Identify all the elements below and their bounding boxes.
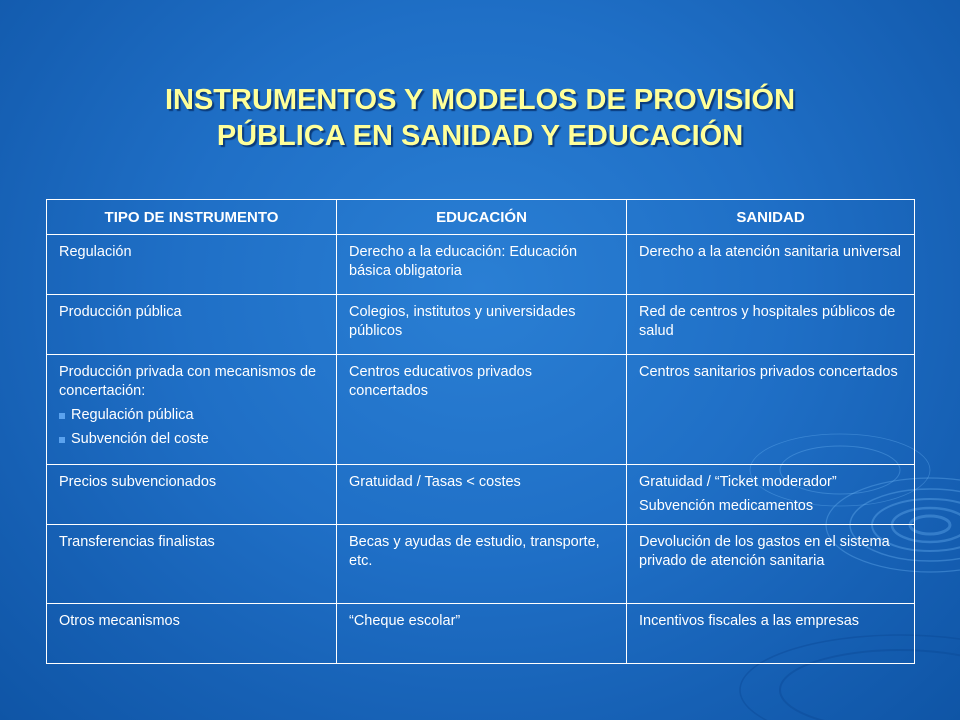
cell-sanidad	[627, 465, 915, 525]
table-header-row	[47, 200, 915, 235]
cell-educacion: “Cheque escolar”	[337, 604, 627, 664]
cell-educacion: Derecho a la educación: Educación básica obligatoria	[337, 235, 627, 295]
cell-tipo-text: Producción privada con mecanismos de concertación:	[59, 364, 317, 399]
square-bullet-icon	[59, 413, 65, 419]
table-row	[47, 295, 915, 355]
cell-tipo: Transferencias finalistas	[47, 525, 337, 604]
cell-sanidad: Devolución de los gastos en el sistema privado de atención sanitaria	[627, 525, 915, 604]
cell-sanidad-line-1: Gratuidad / “Ticket moderador”	[639, 474, 837, 490]
table-row	[47, 235, 915, 295]
provision-instruments-table	[46, 199, 915, 664]
cell-sanidad: Red de centros y hospitales públicos de salud	[627, 295, 915, 355]
cell-tipo	[47, 355, 337, 465]
cell-tipo: Precios subvencionados	[47, 465, 337, 525]
cell-sanidad: Centros sanitarios privados concertados	[627, 355, 915, 465]
cell-educacion: Centros educativos privados concertados	[337, 355, 627, 465]
cell-tipo: Regulación	[47, 235, 337, 295]
list-item	[59, 430, 324, 449]
list-item-text: Subvención del coste	[71, 431, 209, 447]
list-item-text: Regulación pública	[71, 407, 194, 423]
table-row	[47, 604, 915, 664]
table-row	[47, 355, 915, 465]
cell-educacion: Colegios, institutos y universidades públicos	[337, 295, 627, 355]
cell-sanidad: Incentivos fiscales a las empresas	[627, 604, 915, 664]
header-sanidad: SANIDAD	[627, 200, 915, 235]
cell-educacion: Gratuidad / Tasas < costes	[337, 465, 627, 525]
cell-sanidad-line-2: Subvención medicamentos	[639, 498, 814, 514]
header-educacion: EDUCACIÓN	[337, 200, 627, 235]
table-row	[47, 465, 915, 525]
list-item	[59, 406, 324, 425]
slide-title	[60, 82, 900, 154]
cell-tipo: Otros mecanismos	[47, 604, 337, 664]
cell-tipo: Producción pública	[47, 295, 337, 355]
table-row	[47, 525, 915, 604]
slide-title-line-2: PÚBLICA EN SANIDAD Y EDUCACIÓN	[216, 120, 744, 152]
square-bullet-icon	[59, 437, 65, 443]
header-tipo-instrumento: TIPO DE INSTRUMENTO	[47, 200, 337, 235]
slide-title-line-1: INSTRUMENTOS Y MODELOS DE PROVISIÓN	[164, 84, 796, 116]
cell-sanidad: Derecho a la atención sanitaria universal	[627, 235, 915, 295]
cell-educacion: Becas y ayudas de estudio, transporte, etc.	[337, 525, 627, 604]
